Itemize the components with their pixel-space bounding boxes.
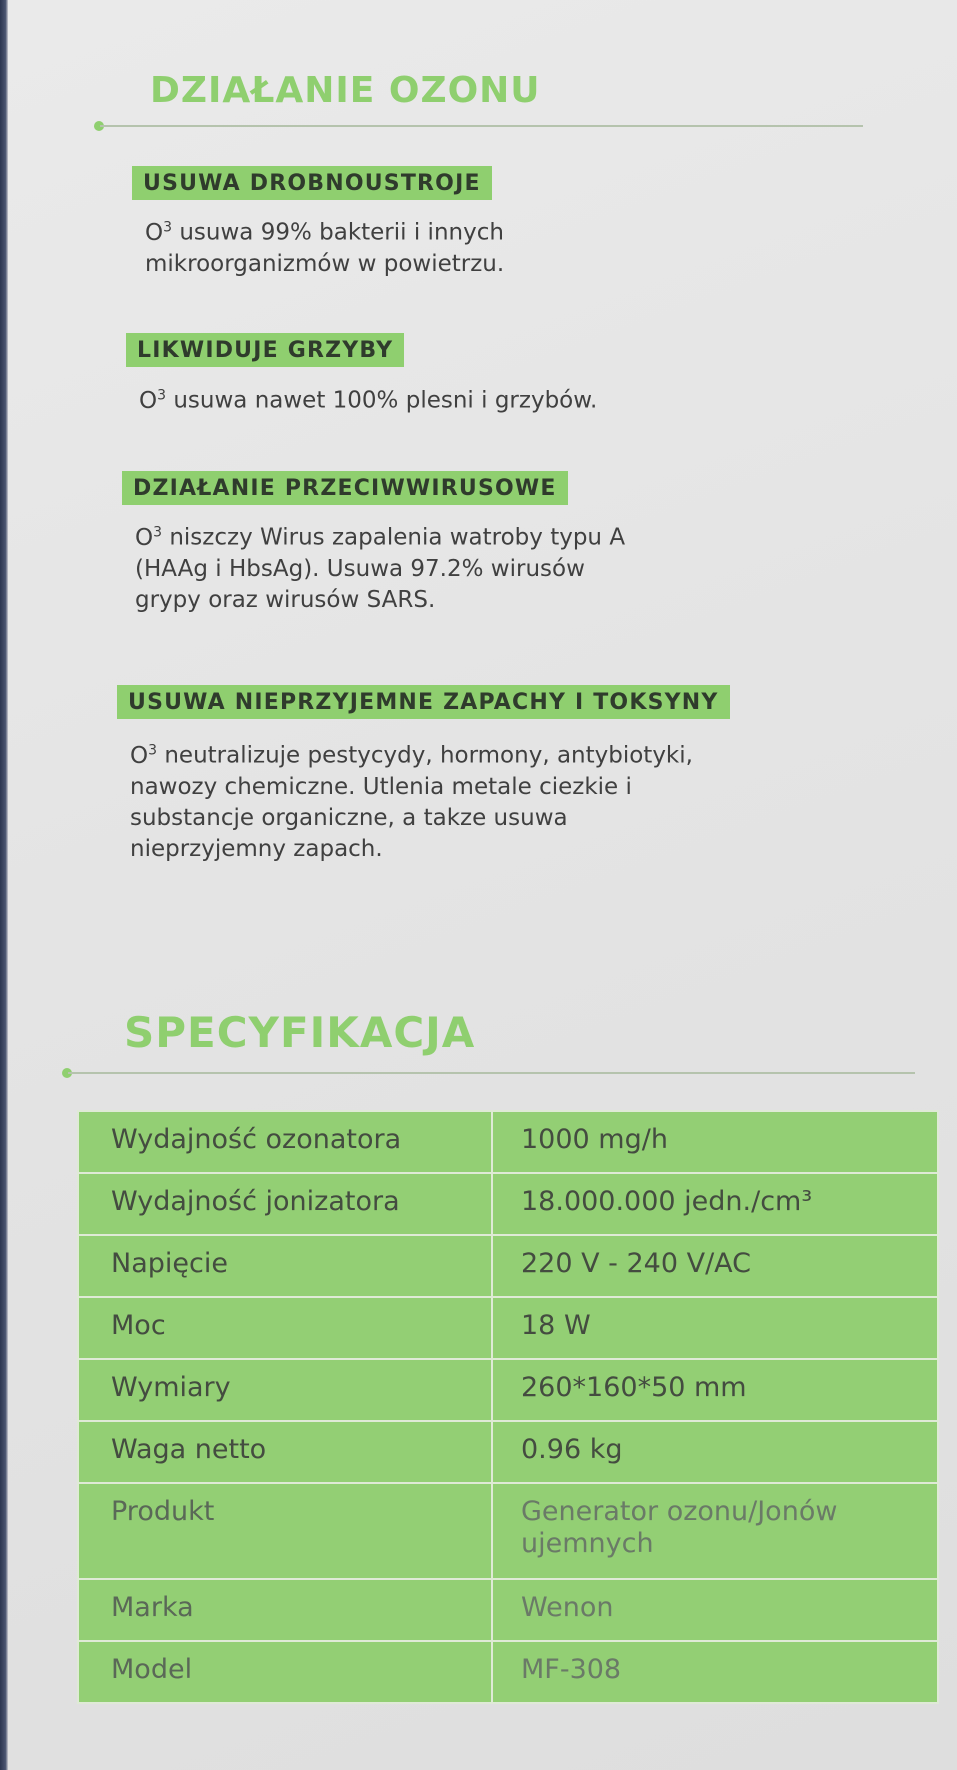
- spec-value: 18 W: [492, 1297, 938, 1359]
- feature-tag-odors: USUWA NIEPRZYJEMNE ZAPACHY I TOKSYNY: [117, 685, 730, 719]
- spec-label: Model: [78, 1641, 492, 1703]
- spec-row: [78, 1359, 938, 1421]
- feature-desc-line: mikroorganizmów w powietrzu.: [145, 250, 505, 277]
- spec-row: [78, 1235, 938, 1297]
- feature-desc-antiviral: [135, 517, 625, 616]
- feature-tag-fungi: LIKWIDUJE GRZYBY: [126, 333, 404, 367]
- feature-desc-line: nawozy chemiczne. Utlenia metale ciezkie i: [130, 773, 632, 800]
- spec-value: 220 V - 240 V/AC: [492, 1235, 938, 1297]
- page-edge-shadow: [0, 0, 8, 1770]
- spec-row: [78, 1173, 938, 1235]
- spec-row: [78, 1483, 938, 1579]
- spec-value-line: ujemnych: [521, 1528, 654, 1559]
- o3-symbol: $O^3$: [130, 742, 158, 769]
- spec-section-title: SPECYFIKACJA: [124, 1008, 476, 1057]
- spec-title-rule: [68, 1072, 915, 1074]
- o3-symbol: $O^3$: [135, 524, 163, 551]
- spec-row: [78, 1641, 938, 1703]
- spec-row: [78, 1297, 938, 1359]
- spec-value: 0.96 kg: [492, 1421, 938, 1483]
- spec-value: MF-308: [492, 1641, 938, 1703]
- spec-label: Wymiary: [78, 1359, 492, 1421]
- spec-value: Wenon: [492, 1579, 938, 1641]
- spec-row: [78, 1111, 938, 1173]
- spec-label: Napięcie: [78, 1235, 492, 1297]
- o3-symbol: $O^3$: [145, 219, 173, 246]
- ozone-section-title: DZIAŁANIE OZONU: [150, 70, 541, 111]
- feature-desc-line: $O^3$ usuwa nawet 100% plesni i grzybów.: [139, 387, 598, 414]
- spec-label: Waga netto: [78, 1421, 492, 1483]
- spec-value: 1000 mg/h: [492, 1111, 938, 1173]
- spec-label: Wydajność jonizatora: [78, 1173, 492, 1235]
- spec-label: Moc: [78, 1297, 492, 1359]
- spec-row: [78, 1579, 938, 1641]
- feature-desc-line: substancje organiczne, a takze usuwa: [130, 804, 568, 831]
- feature-desc-line: grypy oraz wirusów SARS.: [135, 586, 436, 613]
- spec-value-line: Generator ozonu/Jonów: [521, 1496, 838, 1527]
- feature-desc-odors: [130, 735, 693, 865]
- feature-desc-line: $O^3$ niszczy Wirus zapalenia watroby typu A: [135, 524, 626, 551]
- feature-desc-line: nieprzyjemny zapach.: [130, 835, 383, 862]
- spec-row: [78, 1421, 938, 1483]
- feature-tag-antiviral: DZIAŁANIE PRZECIWWIRUSOWE: [122, 471, 568, 505]
- spec-label: Wydajność ozonatora: [78, 1111, 492, 1173]
- spec-value: [492, 1483, 938, 1579]
- spec-value: 18.000.000 jedn./cm³: [492, 1173, 938, 1235]
- feature-desc-line: (HAAg i HbsAg). Usuwa 97.2% wirusów: [135, 555, 585, 582]
- feature-desc-line: $O^3$ usuwa 99% bakterii i innych: [145, 219, 504, 246]
- spec-value: 260*160*50 mm: [492, 1359, 938, 1421]
- feature-desc-microbes: [145, 212, 504, 280]
- spec-table: [77, 1110, 939, 1704]
- feature-tag-microbes: USUWA DROBNOUSTROJE: [132, 166, 492, 200]
- ozone-title-rule: [100, 125, 863, 127]
- o3-symbol: $O^3$: [139, 387, 167, 414]
- feature-desc-line: $O^3$ neutralizuje pestycydy, hormony, antybiotyki,: [130, 742, 693, 769]
- spec-label: Produkt: [78, 1483, 492, 1579]
- spec-label: Marka: [78, 1579, 492, 1641]
- feature-desc-fungi: [139, 380, 597, 417]
